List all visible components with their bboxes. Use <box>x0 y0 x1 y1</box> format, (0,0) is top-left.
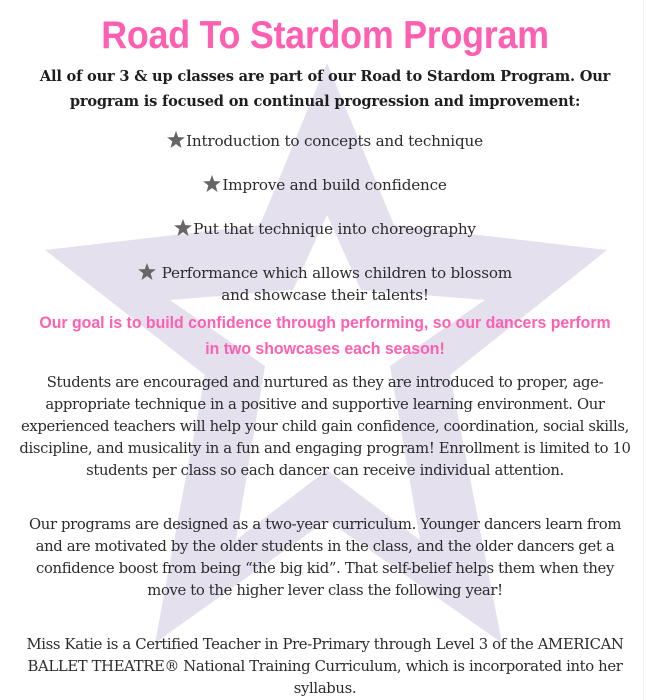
star-icon <box>174 219 192 236</box>
bullet-text-continued: and showcase their talents! <box>221 286 429 304</box>
star-icon <box>138 263 156 280</box>
intro-text: All of our 3 & up classes are part of our Road to Stardom Program. Our program is focused on continual progression and improvement: <box>39 68 611 110</box>
bullet-text: Put that technique into choreography <box>193 220 476 238</box>
bullet-item <box>0 262 650 306</box>
bullet-item <box>0 218 650 240</box>
curriculum-paragraph: Our programs are designed as a two-year curriculum. Younger dancers learn from and are motivated by the older students in the class, and the older dancers get a confidence boost from being “the big kid”. That self-belief helps them when they move to the higher lever class the following year! <box>28 516 622 599</box>
teacher-certification-paragraph: Miss Katie is a Certified Teacher in Pre-Primary through Level 3 of the AMERICAN BALLET THEATRE® National Training Curriculum, which is incorporated into her syllabus. <box>26 636 624 697</box>
star-icon <box>203 175 221 192</box>
page-title: Road To Stardom Program <box>101 14 549 57</box>
bullet-text: Improve and build confidence <box>222 176 447 194</box>
bullet-item <box>0 174 650 196</box>
star-icon <box>167 131 185 148</box>
bullet-text: Introduction to concepts and technique <box>186 132 483 150</box>
bullet-text: Performance which allows children to blossom <box>161 264 512 282</box>
bullet-item <box>0 130 650 152</box>
goal-statement: Our goal is to build confidence through performing, so our dancers perform in two showcases each season! <box>39 314 611 358</box>
description-paragraph: Students are encouraged and nurtured as they are introduced to proper, age-appropriate technique in a positive and supportive learning environment. Our experienced teachers will help your child gain confidence, coordination, social skills, discipline, and musicality in a fun and engaging program! Enrollment is limited to 10 students per class so each dancer can receive individual attention. <box>19 374 631 479</box>
